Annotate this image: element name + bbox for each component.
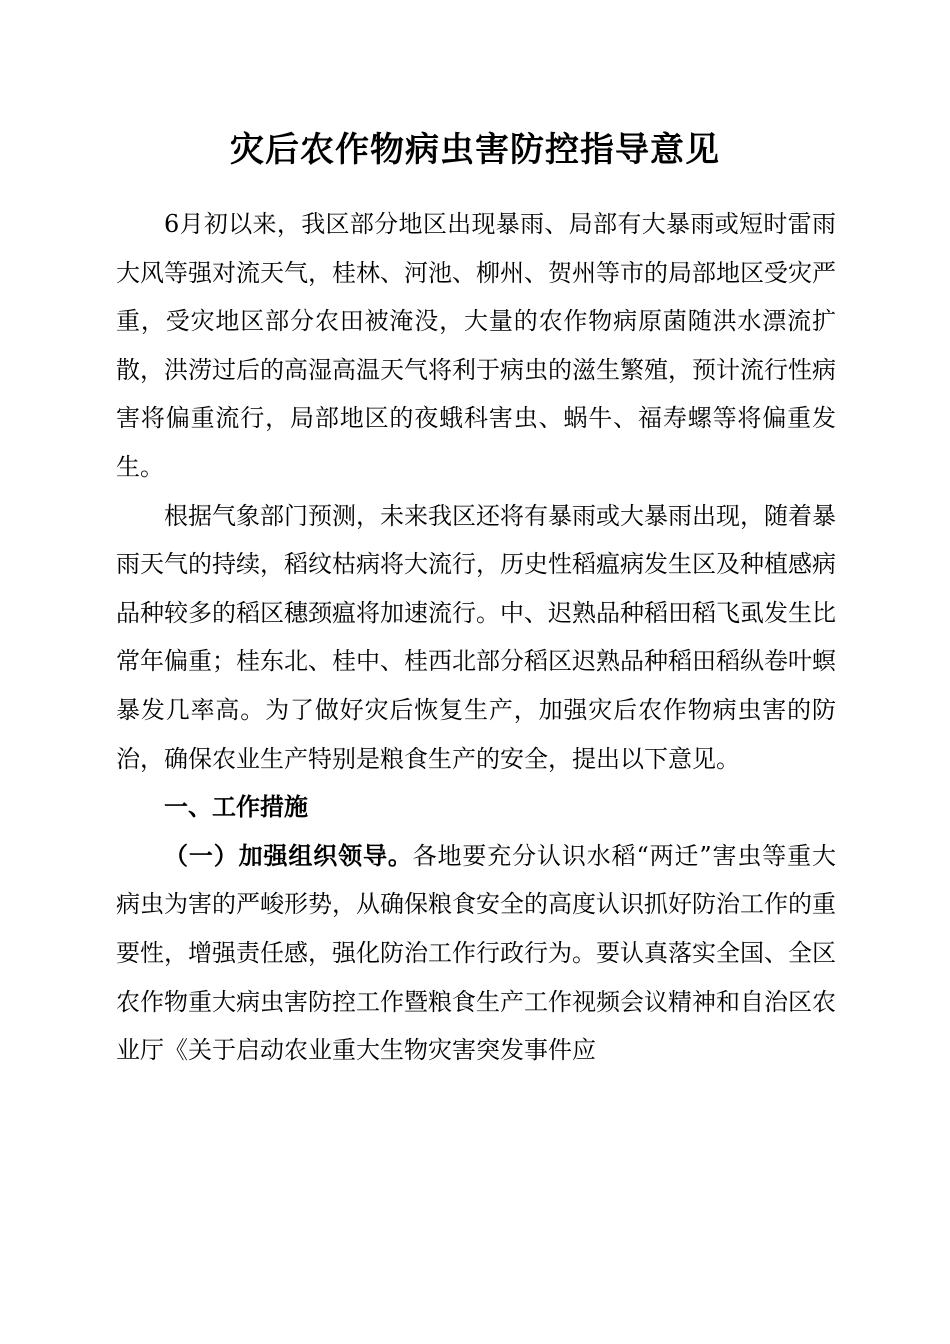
document-body <box>116 200 836 1075</box>
paragraph-disaster-overview: 6月初以来，我区部分地区出现暴雨、局部有大暴雨或短时雷雨大风等强对流天气，桂林、河池、柳州、贺州等市的局部地区受灾严重，受灾地区部分农田被淹没，大量的农作物病原菌随洪水漂流扩散，洪涝过后的高湿高温天气将利于病虫的滋生繁殖，预计流行性病害将偏重流行，局部地区的夜蛾科害虫、蜗牛、福寿螺等将偏重发生。 <box>116 210 836 481</box>
paragraph-organization-leadership <box>116 832 836 1075</box>
paragraph-forecast: 根据气象部门预测，未来我区还将有暴雨或大暴雨出现，随着暴雨天气的持续，稻纹枯病将大流行，历史性稻瘟病发生区及种植感病品种较多的稻区穗颈瘟将加速流行。中、迟熟品种稻田稻飞虱发生比常年偏重；桂东北、桂中、桂西北部分稻区迟熟品种稻田稻纵卷叶螟暴发几率高。为了做好灾后恢复生产，加强灾后农作物病虫害的防治，确保农业生产特别是粮食生产的安全，提出以下意见。 <box>116 501 836 773</box>
section-heading-work-measures: 一、工作措施 <box>164 793 308 822</box>
subsection-text: 各地要充分认识水稻“两迁”害虫等重大病虫为害的严峻形势，从确保粮食安全的高度认识抓好防治工作的重要性，增强责任感，强化防治工作行政行为。要认真落实全国、全区农作物重大病虫害防控工作暨粮食生产工作视频会议精神和自治区农业厅《关于启动农业重大生物灾害突发事件应 <box>116 841 836 1065</box>
subsection-lead: （一）加强组织领导。 <box>164 841 413 870</box>
document-title: 灾后农作物病虫害防控指导意见 <box>230 130 720 170</box>
